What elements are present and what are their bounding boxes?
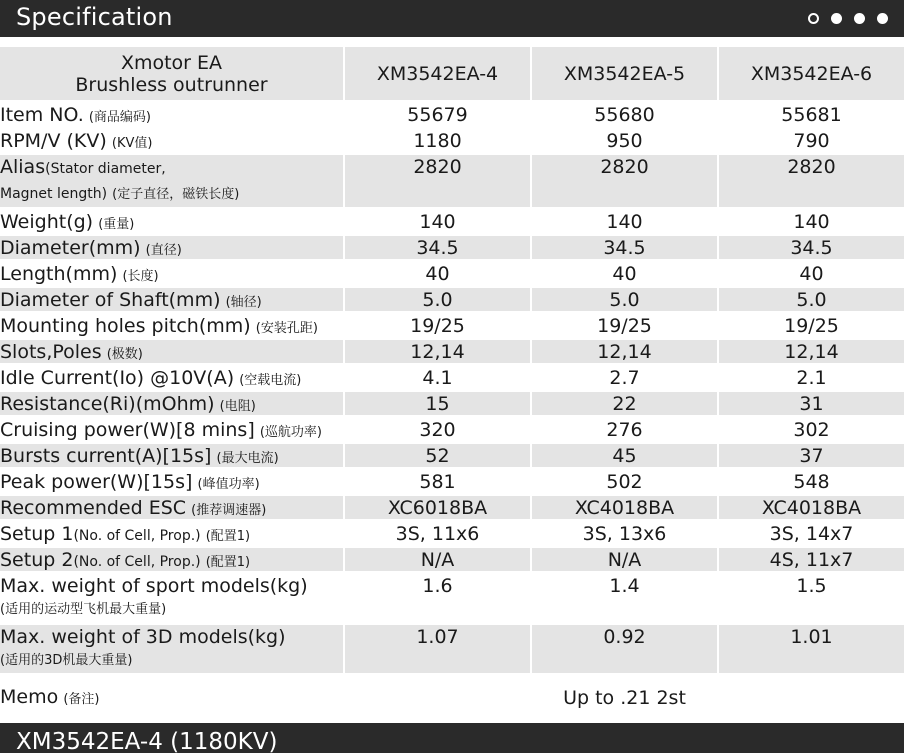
model-header-bar [0,723,904,753]
table-cell: 548 [718,469,904,495]
table-row-sport-weight [0,573,904,624]
table-row-mounting [0,313,904,339]
model-title: XM3542EA-4 (1180KV) [16,729,278,753]
table-cell: 1.5 [718,573,904,624]
table-cell: 502 [531,469,718,495]
table-row-idle-current [0,365,904,391]
row-label: RPM/V (KV) [0,129,107,152]
row-label-cn: (巡航功率) [259,424,322,440]
row-label: Max. weight of sport models(kg) [0,575,308,597]
table-row-length [0,261,904,287]
table-cell: 2820 [718,154,904,209]
table-cell: N/A [531,547,718,573]
row-label: Cruising power(W)[8 mins] [0,418,255,441]
spec-table [0,47,904,723]
table-cell: 2.1 [718,365,904,391]
table-row-diameter [0,235,904,261]
model-header: XM3542EA-6 [718,47,904,102]
row-label-cn: (空载电流) [239,372,302,388]
header-label-line2: Brushless outrunner [75,73,268,96]
table-cell: 2.7 [531,365,718,391]
row-label-cn: (推荐调速器) [191,502,267,518]
row-label: Setup 1 [0,522,74,545]
row-label-cn: (最大电流) [216,450,279,466]
table-cell: 55681 [718,102,904,128]
table-cell: 140 [344,209,531,235]
row-label: Peak power(W)[15s] [0,470,193,493]
row-label-cn: (直径) [145,242,182,258]
table-cell: 1.07 [344,624,531,675]
pager-dots [808,13,888,24]
table-row-shaft [0,287,904,313]
table-cell: 140 [531,209,718,235]
table-cell: 0.92 [531,624,718,675]
table-cell: 3S, 11x6 [344,521,531,547]
table-row-setup1 [0,521,904,547]
table-cell: 40 [718,261,904,287]
row-label: Diameter(mm) [0,236,141,259]
table-cell: 22 [531,391,718,417]
pager-dot-icon[interactable] [854,13,865,24]
table-cell: 3S, 14x7 [718,521,904,547]
table-cell: 40 [344,261,531,287]
table-cell: 3S, 13x6 [531,521,718,547]
table-cell: 34.5 [718,235,904,261]
table-cell: 45 [531,443,718,469]
table-cell: 5.0 [531,287,718,313]
table-cell: 581 [344,469,531,495]
row-label-cn: (适用的3D机最大重量) [0,653,133,668]
table-cell: 1.01 [718,624,904,675]
table-cell: 12,14 [531,339,718,365]
row-label: Bursts current(A)[15s] [0,444,212,467]
table-row-weight [0,209,904,235]
table-cell: 276 [531,417,718,443]
table-row-esc [0,495,904,521]
row-label: Mounting holes pitch(mm) [0,314,251,337]
table-cell: 1.4 [531,573,718,624]
table-cell: 55680 [531,102,718,128]
table-row-cruising-power [0,417,904,443]
table-cell: 1.6 [344,573,531,624]
row-label-sub: (No. of Cell, Prop.) [73,553,201,570]
row-label-cn: (长度) [122,268,159,284]
row-label: Alias [0,156,46,178]
table-cell: 37 [718,443,904,469]
table-cell: 12,14 [344,339,531,365]
table-cell: XC4018BA [531,495,718,521]
table-cell: 4.1 [344,365,531,391]
table-header-row [0,47,904,102]
header-label-cell [0,47,344,102]
row-label-cn: (配置1) [205,554,251,570]
table-cell: 2820 [344,154,531,209]
table-row-peak-power [0,469,904,495]
model-header: XM3542EA-5 [531,47,718,102]
table-cell: 12,14 [718,339,904,365]
table-cell: 55679 [344,102,531,128]
row-label-cn: (备注) [63,691,100,707]
table-cell: 40 [531,261,718,287]
row-label: Resistance(Ri)(mOhm) [0,392,215,415]
table-cell: 2820 [531,154,718,209]
row-label-cn: (重量) [98,216,135,232]
row-label: Length(mm) [0,262,118,285]
table-cell: 34.5 [344,235,531,261]
table-row-alias [0,154,904,209]
table-cell: 790 [718,128,904,154]
row-label-sub: (No. of Cell, Prop.) [73,527,201,544]
pager-dot-active-icon[interactable] [808,13,819,24]
row-label-sub: (Stator diameter, [45,161,166,177]
row-label: Slots,Poles [0,340,102,363]
table-cell: 34.5 [531,235,718,261]
row-label: Weight(g) [0,210,94,233]
table-cell: 302 [718,417,904,443]
row-label-cn: (KV值) [111,135,153,151]
table-row-bursts-current [0,443,904,469]
row-label-cn: (峰值功率) [197,476,260,492]
table-cell: 1180 [344,128,531,154]
row-label: Idle Current(Io) @10V(A) [0,366,235,389]
row-label: Recommended ESC [0,496,187,519]
table-row-resistance [0,391,904,417]
row-label-cn: (安装孔距) [255,320,318,336]
row-label-cn: (定子直径，磁铁长度) [112,187,240,202]
table-cell: 31 [718,391,904,417]
table-row-3d-weight [0,624,904,675]
row-label-cn: (适用的运动型飞机最大重量) [0,602,167,617]
row-label: Max. weight of 3D models(kg) [0,626,286,648]
section-title: Specification [16,3,173,31]
table-cell: 5.0 [718,287,904,313]
section-header-bar [0,0,904,37]
table-cell: XC4018BA [718,495,904,521]
table-cell: 5.0 [344,287,531,313]
table-cell: 19/25 [531,313,718,339]
table-cell: XC6018BA [344,495,531,521]
table-row-setup2 [0,547,904,573]
header-label-line1: Xmotor EA [120,51,223,74]
row-label-line2: Magnet length) [0,186,108,202]
pager-dot-icon[interactable] [831,13,842,24]
table-cell: 19/25 [718,313,904,339]
table-row-item-no [0,102,904,128]
memo-value: Up to .21 2st [344,675,904,722]
pager-dot-icon[interactable] [877,13,888,24]
row-label: Diameter of Shaft(mm) [0,288,221,311]
table-cell: 15 [344,391,531,417]
table-row-memo [0,675,904,722]
model-header: XM3542EA-4 [344,47,531,102]
row-label: Item NO. [0,103,84,126]
row-label: Memo [0,685,59,708]
table-cell: 140 [718,209,904,235]
table-row-slots [0,339,904,365]
table-cell: 4S, 11x7 [718,547,904,573]
table-cell: 320 [344,417,531,443]
row-label-cn: (轴径) [225,294,262,310]
row-label: Setup 2 [0,548,74,571]
row-label-cn: (极数) [106,346,143,362]
table-cell: N/A [344,547,531,573]
table-cell: 52 [344,443,531,469]
table-cell: 950 [531,128,718,154]
row-label-cn: (商品编码) [88,109,151,125]
table-row-kv [0,128,904,154]
row-label-cn: (配置1) [205,528,251,544]
row-label-cn: (电阻) [219,398,256,414]
table-cell: 19/25 [344,313,531,339]
